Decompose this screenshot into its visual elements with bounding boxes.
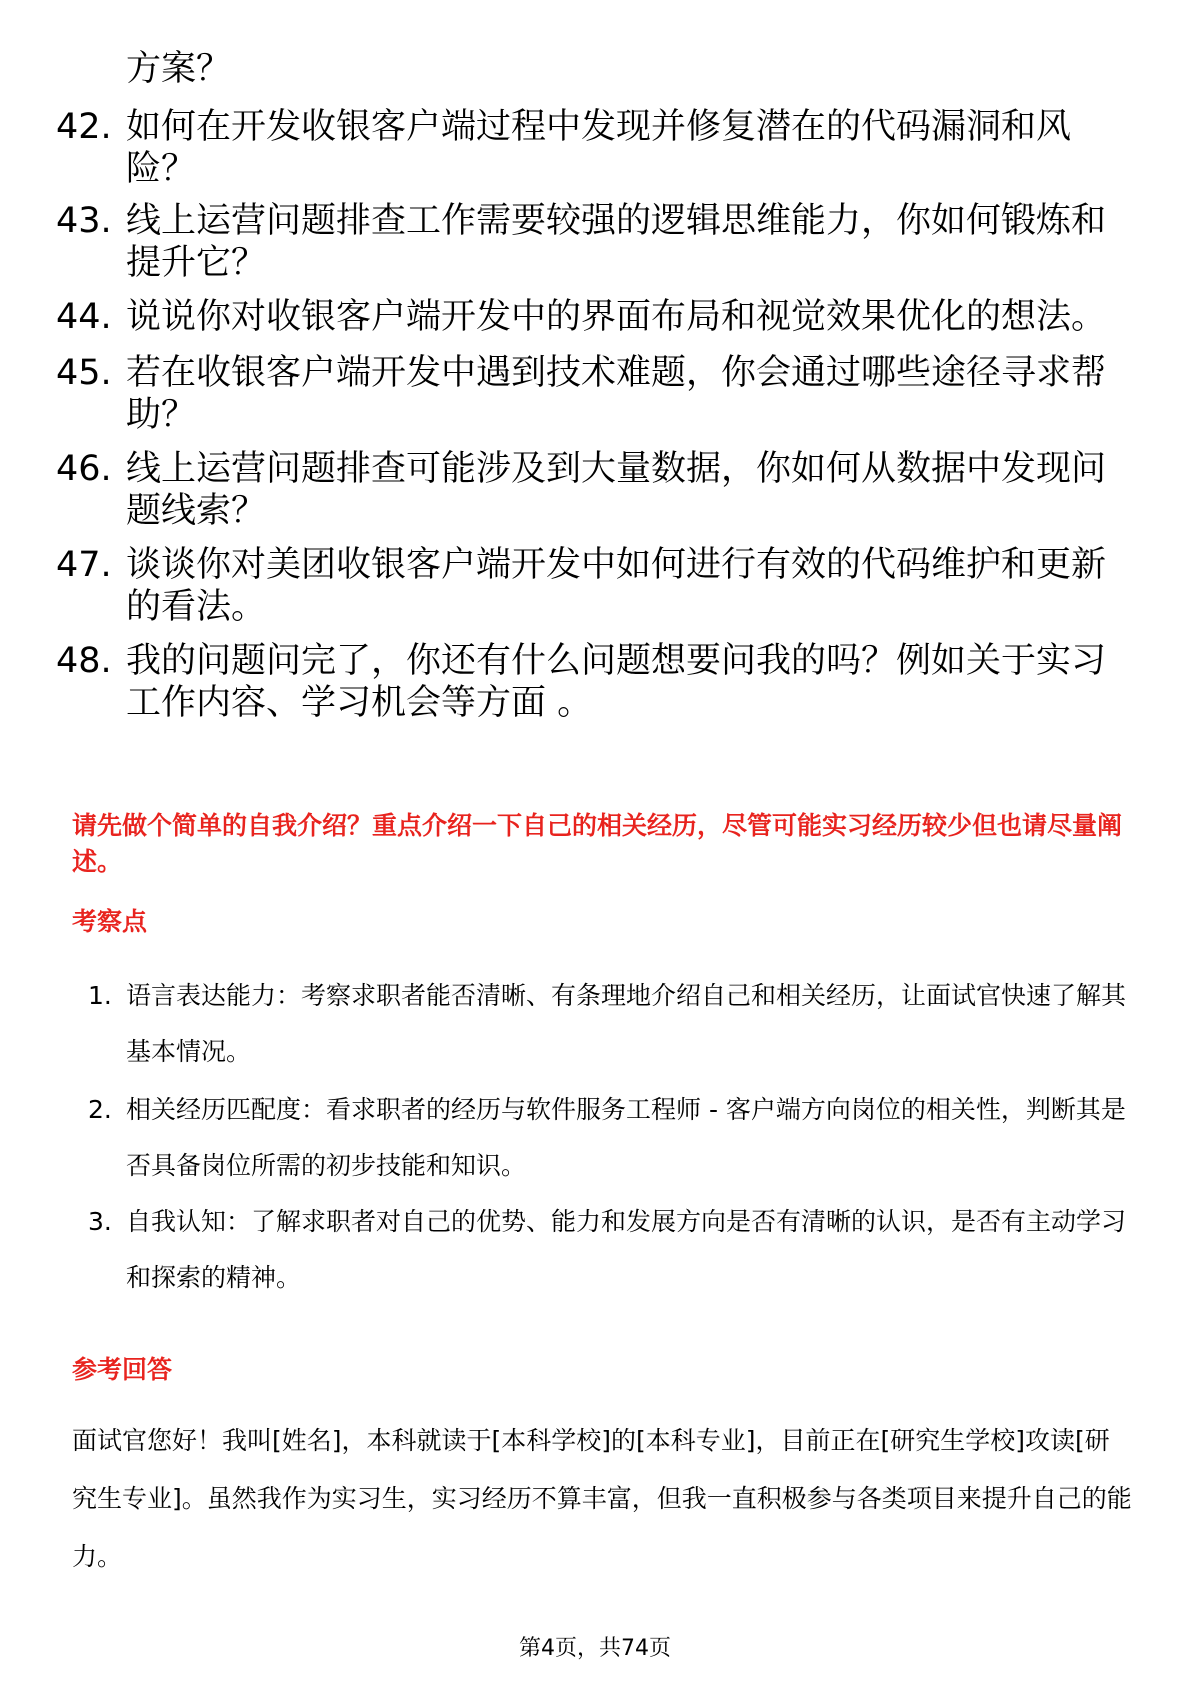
answer-heading: 参考回答	[72, 1355, 173, 1384]
question-continuation: 方案？	[126, 49, 232, 89]
point-number: 2.	[88, 1095, 112, 1124]
point-text: 相关经历匹配度：看求职者的经历与软件服务工程师 - 客户端方向岗位的相关性，判断其是否具备岗位所需的初步技能和知识。	[126, 1095, 1126, 1180]
question-number: 42.	[56, 107, 112, 147]
point-number: 3.	[88, 1207, 112, 1236]
question-text: 若在收银客户端开发中遇到技术难题，你会通过哪些途径寻求帮助？	[126, 353, 1107, 435]
question-text: 线上运营问题排查可能涉及到大量数据，你如何从数据中发现问题线索？	[126, 449, 1107, 531]
question-text: 如何在开发收银客户端过程中发现并修复潜在的代码漏洞和风险？	[126, 107, 1072, 189]
question-number: 45.	[56, 353, 112, 393]
point-number: 1.	[88, 981, 112, 1010]
question-number: 47.	[56, 545, 112, 585]
exam-points-heading: 考察点	[72, 907, 148, 936]
question-text: 我的问题问完了，你还有什么问题想要问我的吗？例如关于实习工作内容、学习机会等方面 。	[126, 641, 1107, 723]
question-number: 43.	[56, 201, 112, 241]
point-text: 语言表达能力：考察求职者能否清晰、有条理地介绍自己和相关经历，让面试官快速了解其基本情况。	[126, 981, 1127, 1066]
question-text: 说说你对收银客户端开发中的界面布局和视觉效果优化的想法。	[126, 297, 1107, 337]
answer-paragraph: 面试官您好！我叫[姓名]，本科就读于[本科学校]的[本科专业]，目前正在[研究生学校]攻读[研究生专业]。虽然我作为实习生，实习经历不算丰富，但我一直积极参与各类项目来提升自己的能力。	[72, 1426, 1132, 1571]
question-title: 请先做个简单的自我介绍？重点介绍一下自己的相关经历，尽管可能实习经历较少但也请尽量阐述。	[72, 811, 1123, 876]
question-text: 线上运营问题排查工作需要较强的逻辑思维能力，你如何锻炼和提升它？	[126, 201, 1107, 283]
question-number: 46.	[56, 449, 112, 489]
page-footer: 第4页，共74页	[519, 1636, 671, 1661]
point-text: 自我认知：了解求职者对自己的优势、能力和发展方向是否有清晰的认识，是否有主动学习和探索的精神。	[126, 1207, 1127, 1292]
question-text: 谈谈你对美团收银客户端开发中如何进行有效的代码维护和更新的看法。	[126, 545, 1107, 627]
question-number: 44.	[56, 297, 112, 337]
question-number: 48.	[56, 641, 112, 681]
